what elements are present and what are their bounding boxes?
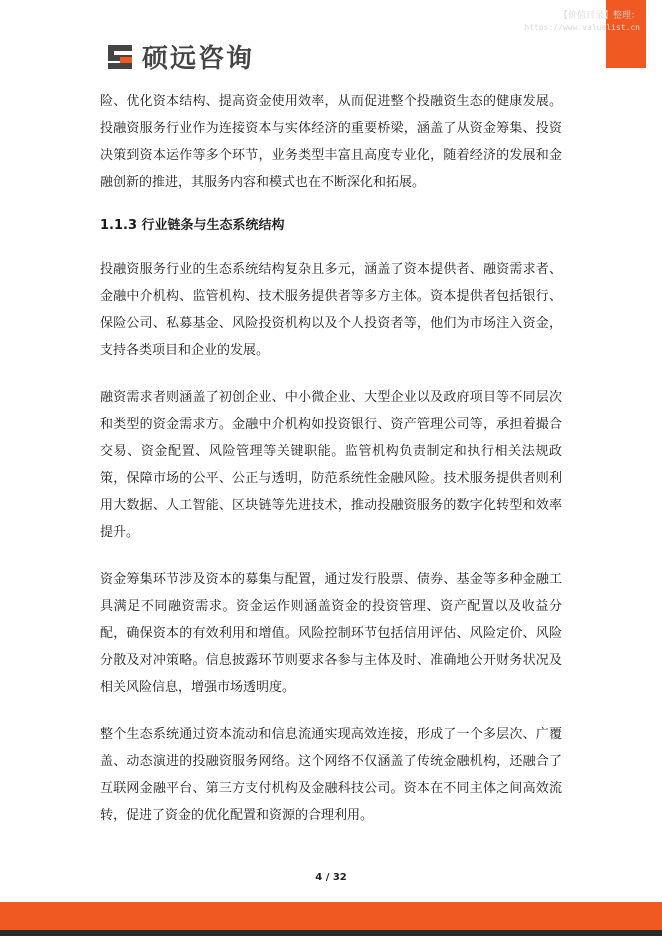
footer-dark-strip	[0, 930, 662, 936]
logo-text: 硕远咨询	[142, 44, 255, 74]
paragraph: 资金筹集环节涉及资本的募集与配置，通过发行股票、债券、基金等多种金融工具满足不同融资需求。资金运作则涵盖资金的投资管理、资产配置以及收益分配，确保资本的有效利用和增值。风险控制环节包括信用评估、风险定价、风险分散及对冲策略。信息披露环节则要求各参与主体及时、准确地公开财务状况及相关风险信息，增强市场透明度。	[100, 572, 562, 695]
company-logo	[106, 38, 254, 75]
watermark-url: https://www.valuelist.cn	[524, 23, 640, 32]
page-number: 4 / 32	[315, 872, 347, 883]
watermark	[524, 10, 640, 34]
watermark-title: 【价值目录】整理：	[558, 11, 640, 21]
paragraph: 险、优化资本结构、提高资金使用效率，从而促进整个投融资生态的健康发展。投融资服务行业作为连接资本与实体经济的重要桥梁，涵盖了从资金筹集、投资决策到资本运作等多个环节，业务类型丰富且高度专业化，随着经济的发展和金融创新的推进，其服务内容和模式也在不断深化和拓展。	[100, 94, 562, 190]
footer-accent-bar	[0, 902, 662, 936]
main-content	[100, 88, 562, 829]
logo-s-shape-icon	[106, 43, 134, 71]
logo-mark-icon	[106, 43, 134, 71]
section-heading: 1.1.3 行业链条与生态系统结构	[100, 218, 285, 233]
paragraph: 融资需求者则涵盖了初创企业、中小微企业、大型企业以及政府项目等不同层次和类型的资金需求方。金融中介机构如投资银行、资产管理公司等，承担着撮合交易、资金配置、风险管理等关键职能。监管机构负责制定和执行相关法规政策，保障市场的公平、公正与透明，防范系统性金融风险。技术服务提供者则利用大数据、人工智能、区块链等先进技术，推动投融资服务的数字化转型和效率提升。	[100, 390, 562, 540]
paragraph: 投融资服务行业的生态系统结构复杂且多元，涵盖了资本提供者、融资需求者、金融中介机构、监管机构、技术服务提供者等多方主体。资本提供者包括银行、保险公司、私募基金、风险投资机构以及个人投资者等，他们为市场注入资金，支持各类项目和企业的发展。	[100, 262, 562, 358]
paragraph: 整个生态系统通过资本流动和信息流通实现高效连接，形成了一个多层次、广覆盖、动态演进的投融资服务网络。这个网络不仅涵盖了传统金融机构，还融合了互联网金融平台、第三方支付机构及金融科技公司。资本在不同主体之间高效流转，促进了资金的优化配置和资源的合理利用。	[100, 727, 562, 823]
